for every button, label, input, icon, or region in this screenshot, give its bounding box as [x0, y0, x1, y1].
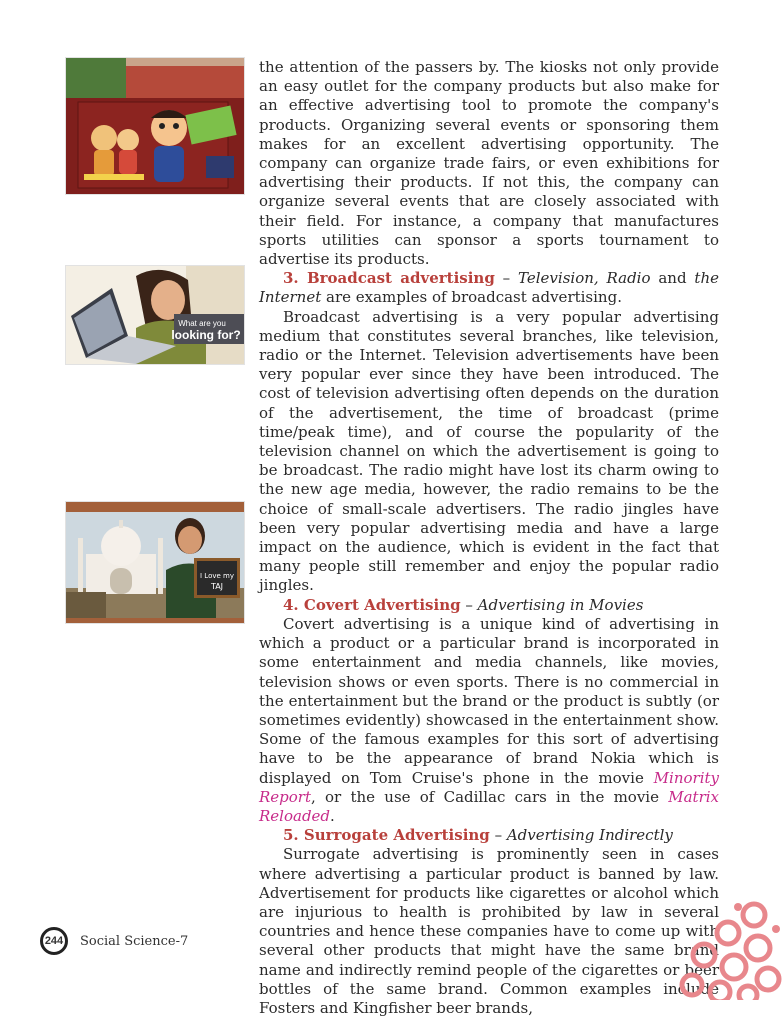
section-4-heading: 4. Covert Advertising — [283, 595, 461, 614]
decorative-circles-icon — [676, 893, 782, 1000]
slate-text-line2: TAJ — [210, 582, 224, 591]
section-5-paragraph: Surrogate advertising is prominently seen in cases where advertising a particular product is banned by law. Advertisement for products like cigarettes or alcohol which are injurious to health is prohibited by law in several countries and hence these companies have to come up with several other products that might have the same brand name and indirectly remind people of the cigarettes or beer bottles of the same brand. Common examples include Fosters and Kingfisher beer brands, — [259, 845, 719, 1017]
intro-paragraph: the attention of the passers by. The kiosks not only provide an easy outlet for the company products but also make for an effective advertising tool to promote the company's products. Organizing several events or sponsoring them makes for an excellent advertising opportunity. The company can organize trade fairs, or even exhibitions for advertising their products. If not this, the company can organize several events that are closely associated with their field. For instance, a company that manufactures sports utilities can sponsor a sports tournament to advertise its products. — [259, 58, 719, 269]
kiosk-advertisement-image — [66, 58, 244, 194]
book-title: Social Science-7 — [80, 933, 189, 949]
movie-title-matrix-reloaded: Matrix Reloaded — [259, 787, 719, 825]
page-footer — [40, 926, 188, 956]
section-5-heading: 5. Surrogate Advertising — [283, 826, 490, 845]
section-3-heading-line: 3. Broadcast advertising – Television, Radio and the Internet are examples of broadcast advertising. — [259, 269, 719, 307]
online-advertisement-image — [66, 266, 244, 364]
laptop-ad-text-line2: looking for? — [171, 328, 241, 342]
body-text — [259, 58, 719, 1018]
section-4-paragraph: Covert advertising is a unique kind of advertising in which a product or a particular brand is incorporated in some entertainment and media channels, like movies, television shows or even sports. There is no commercial in the entertainment but the brand or the product is subtly (or sometimes evidently) showcased in the entertainment show. Some of the famous examples for this sort of advertising have to be the appearance of brand Nokia which is displayed on Tom Cruise's phone in the movie Minority Report, or the use of Cadillac cars in the movie Matrix Reloaded. — [259, 614, 719, 825]
movie-title-minority-report: Minority Report — [259, 768, 719, 806]
section-3-paragraph: Broadcast advertising is a very popular advertising medium that constitutes several branches, like television, radio or the Internet. Television advertisements have been very popular ever since they have been introduced. The cost of television advertising often depends on the duration of the advertisement, the time of broadcast (prime time/peak time), and of course the popularity of the television channel on which the advertisement is going to be broadcast. The radio might have lost its charm owing to the new age media, however, the radio remains to be the choice of small-scale advertisers. The radio jingles have been very popular advertising media and have a large impact on the audience, which is evident in the fact that many people still remember and enjoy the popular radio jingles. — [259, 307, 719, 595]
section-4-subtitle: Advertising in Movies — [477, 595, 644, 614]
section-5-heading-line: 5. Surrogate Advertising – Advertising Indirectly — [283, 826, 673, 845]
page-number: 244 — [40, 927, 68, 955]
laptop-ad-text-line1: What are you — [178, 319, 226, 328]
section-5-subtitle: Advertising Indirectly — [506, 826, 673, 845]
slate-text-line1: I Love my — [200, 572, 234, 580]
section-3-heading: 3. Broadcast advertising — [283, 269, 495, 288]
section-4-heading-line: 4. Covert Advertising – Advertising in Movies — [283, 595, 644, 614]
taj-mahal-advertisement-image — [66, 502, 244, 623]
